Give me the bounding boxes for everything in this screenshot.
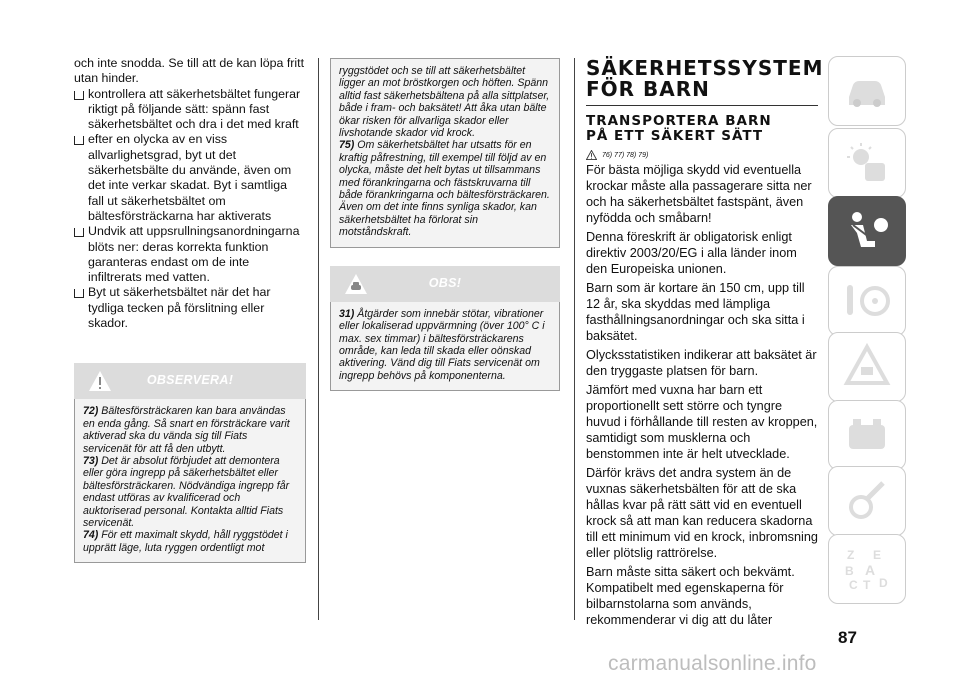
subsection-heading-line: TRANSPORTERA BARN <box>586 113 772 129</box>
index-letter: C <box>849 578 858 592</box>
note-box <box>330 302 560 391</box>
paragraph: Olycksstatistiken indikerar att baksätet är den tryggaste platsen för barn. <box>586 348 817 378</box>
heading-rule <box>586 105 818 106</box>
list-item-text: Byt ut säkerhetsbältet när det har tydliga tecken på förslitning eller skador. <box>88 285 271 331</box>
page-number: 87 <box>838 628 857 647</box>
section-heading-line: FÖR BARN <box>586 77 710 101</box>
warning-box <box>74 399 306 563</box>
warning-triangle-icon <box>586 150 597 160</box>
technical-data-icon <box>843 477 891 525</box>
warning-text: För ett maximalt skydd, håll ryggstödet i upprätt läge, luta ryggen ordentligt mot <box>83 529 288 554</box>
column-divider <box>574 58 575 620</box>
column-divider <box>318 58 319 620</box>
list-item <box>74 132 306 224</box>
warning-header <box>74 363 306 399</box>
note-header <box>330 266 560 302</box>
warning-continued-text: ryggstödet och se till att säkerhetsbältet ligger an mot bröstkorgen och höften. Spänn alltid fast säkerhetsbältena på alla sittplatser, både i fram- och baksätet! Att åka utan bälte ökar risken för allvarliga skador eller livshotande skador vid krock. <box>339 65 550 140</box>
warning-number: 74) <box>83 529 99 542</box>
safety-airbag-icon <box>843 207 891 255</box>
warning-item <box>83 405 297 455</box>
index-letter: Z <box>847 548 855 562</box>
column-right <box>586 56 824 631</box>
warning-number: 73) <box>83 454 99 467</box>
watermark: carmanualsonline.info <box>608 652 817 675</box>
warning-text: Om säkerhetsbältet har utsatts för en kraftig påfrestning, till exempel till följd av en olycka, måste det helt bytas ut tillsammans med förankringarna och fästskruvarna till både förankringarna och bältesförsträckaren. Även om det inte finns synliga skador, kan säkerhetsbältet ha förlorat sin motståndskraft. <box>339 139 550 239</box>
warning-refs <box>586 150 818 160</box>
list-item <box>74 224 306 285</box>
body-text-left <box>74 56 306 331</box>
warning-item <box>83 455 297 529</box>
warning-item <box>339 139 551 238</box>
warning-lights-icon <box>843 139 891 187</box>
tab-starting-driving[interactable] <box>828 266 906 336</box>
tab-index[interactable] <box>828 534 906 604</box>
bullet-icon <box>74 136 84 145</box>
refs-text: 76) 77) 78) 79) <box>602 151 649 159</box>
paragraph: Denna föreskrift är obligatorisk enligt direktiv 2003/20/EG i alla länder inom den Europeiska unionen. <box>586 230 797 276</box>
index-letter: T <box>863 578 871 592</box>
index-letter: E <box>873 548 882 562</box>
note-item <box>339 308 551 382</box>
column-middle <box>330 58 560 391</box>
index-icon <box>843 545 891 593</box>
tab-car-overview[interactable] <box>828 56 906 126</box>
column-left <box>74 56 306 563</box>
warning-title: OBSERVERA! <box>146 373 234 388</box>
warning-text: Bältesförsträckaren kan bara användas en enda gång. Så snart en försträckare varit aktiverad ska du vända sig till Fiats servicenät för att få den utbytt. <box>83 405 290 455</box>
list-item-text: kontrollera att säkerhetsbältet fungerar riktigt på följande sätt: spänn fast säkerhetsbältet och dra i det med kraft <box>88 86 301 132</box>
car-overview-icon <box>843 67 891 115</box>
subsection-heading-line: PÅ ETT SÄKERT SÄTT <box>586 128 764 144</box>
paragraph: Barn som är kortare än 150 cm, upp till 12 år, ska skyddas med lämpliga fasthållningsanordningar och ska sitta i baksätet. <box>586 281 805 343</box>
note-text: Åtgärder som innebär stötar, vibrationer eller lokaliserad uppvärmning (över 100° C i max. sex timmar) i bältesförsträckarens område, kan leda till skada eller oönskad aktivering. Vänd dig till Fiats servicenät om ingrepp behövs på komponenterna. <box>339 307 545 382</box>
warning-item <box>83 529 297 554</box>
maintenance-icon <box>843 411 891 459</box>
bullet-icon <box>74 228 84 237</box>
note-title: OBS! <box>428 275 462 290</box>
emergency-icon <box>843 343 891 391</box>
index-letter: A <box>865 562 876 578</box>
tab-emergency[interactable] <box>828 332 906 402</box>
index-letter: D <box>879 576 888 590</box>
starting-driving-icon <box>843 277 891 325</box>
section-heading <box>586 56 824 101</box>
bullet-icon <box>74 289 84 298</box>
index-letter: B <box>845 564 854 578</box>
list-item <box>74 87 306 133</box>
tab-warning-lights[interactable] <box>828 128 906 198</box>
bullet-icon <box>74 91 84 100</box>
note-number: 31) <box>339 307 355 320</box>
tab-safety[interactable] <box>828 196 906 266</box>
section-heading-line: SÄKERHETSSYSTEM <box>586 56 824 80</box>
tab-technical-data[interactable] <box>828 466 906 536</box>
list-item-text: Undvik att uppsrullningsanordningarna blöts ner: deras korrekta funktion garanteras endast om de inte infiltrerats med vatten. <box>88 224 300 285</box>
paragraph: Därför krävs det andra system än de vuxnas säkerhetsbälten för att de ska hållas kvar på rätt sätt vid en eventuell krock så att man kan reducera skadorna till ett minimum vid en krock, inbromsning eller plötslig rattrörelse. <box>586 466 818 560</box>
paragraph: För bästa möjliga skydd vid eventuella krockar måste alla passagerare sitta ner och ha säkerhetsbältet fastspänt, även nyfödda och småbarn! <box>586 163 812 225</box>
warning-box-continued <box>330 58 560 248</box>
list-item <box>74 285 306 331</box>
subsection-heading <box>586 114 818 144</box>
warning-text: Det är absolut förbjudet att demontera eller göra ingrepp på säkerhetsbältet eller bältesförsträckaren. Nödvändiga ingrepp får endast utföras av kvalificerad och auktoriserad personal. Kontakta alltid Fiats servicenät. <box>83 454 290 529</box>
paragraph: Jämfört med vuxna har barn ett proportionellt sett större och tyngre huvud i förhållande till resten av kroppen, samtidigt som musklerna och benstommen inte är helt utvecklade. <box>586 383 818 461</box>
warning-number: 75) <box>339 139 355 152</box>
tab-maintenance[interactable] <box>828 400 906 470</box>
intro-text: och inte snodda. Se till att de kan löpa fritt utan hinder. <box>74 56 305 86</box>
paragraph: Barn måste sitta säkert och bekvämt. Kompatibelt med egenskaperna för bilbarnstolarna som används, rekommenderar vi dig att du låter <box>586 565 795 627</box>
list-item-text: efter en olycka av en viss allvarlighetsgrad, byt ut det säkerhetsbälte du använde, även om det inte verkar skadat. Byt i samtliga fall ut säkerhetsbältet om bältesförsträckarna har aktiverats <box>88 132 292 223</box>
warning-number: 72) <box>83 405 99 418</box>
